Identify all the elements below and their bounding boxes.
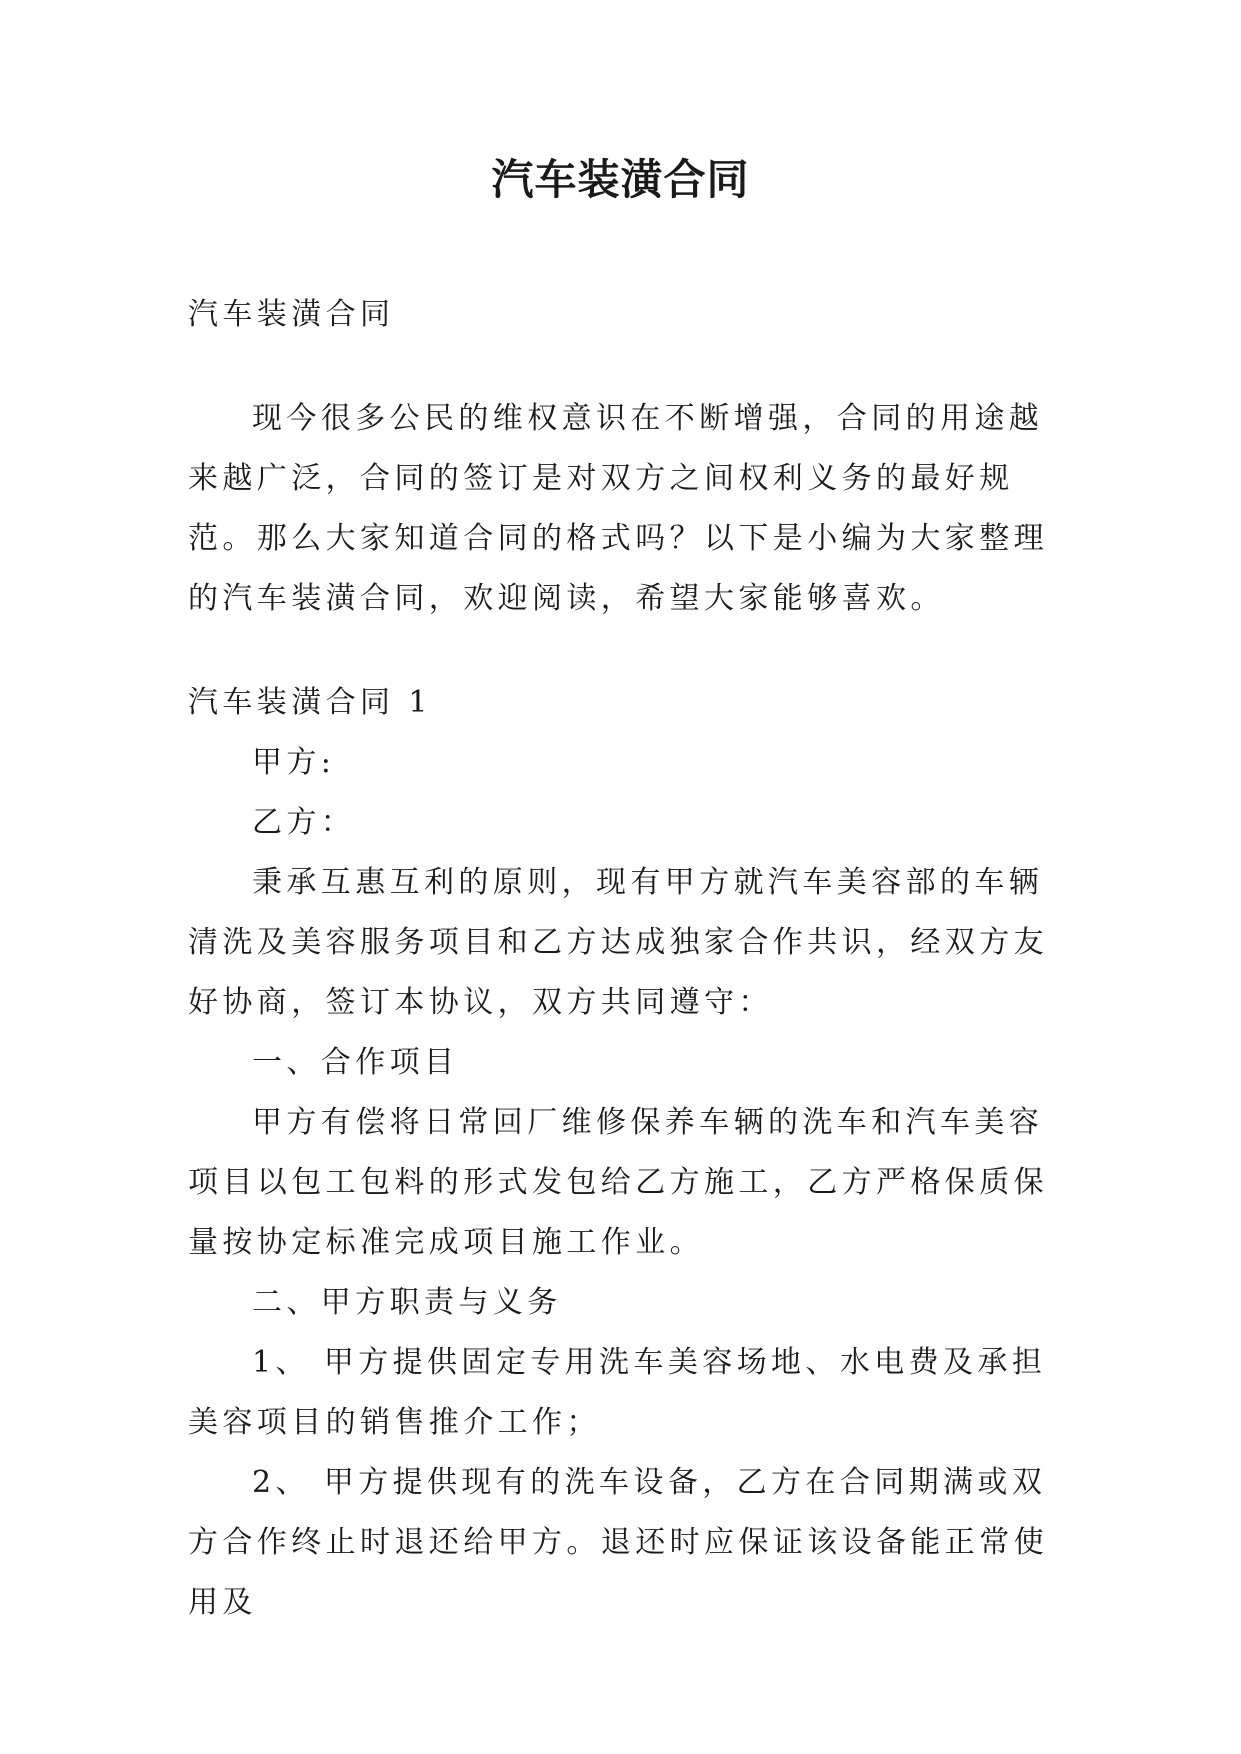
section-1-title: 一、合作项目 xyxy=(252,1045,459,1080)
document-body xyxy=(188,285,1054,1633)
document-title: 汽车装潢合同 xyxy=(491,155,750,204)
section-1-body: 甲方有偿将日常回厂维修保养车辆的洗车和汽车美容项目以包工包料的形式发包给乙方施工，乙方严格保质保量按协定标准完成项目施工作业。 xyxy=(188,1105,1048,1260)
preamble-paragraph: 秉承互惠互利的原则，现有甲方就汽车美容部的车辆清洗及美容服务项目和乙方达成独家合作共识，经双方友好协商，签订本协议，双方共同遵守： xyxy=(188,865,1048,1020)
document-subtitle: 汽车装潢合同 xyxy=(188,297,395,332)
contract-1-heading: 汽车装潢合同 1 xyxy=(188,685,432,720)
clause-2: 2、 甲方提供现有的洗车设备，乙方在合同期满或双方合作终止时退还给甲方。退还时应保证该设备能正常使用及 xyxy=(188,1465,1048,1620)
party-a-line: 甲方: xyxy=(252,745,336,780)
party-b-line: 乙方： xyxy=(252,805,356,840)
intro-paragraph: 现今很多公民的维权意识在不断增强，合同的用途越来越广泛，合同的签订是对双方之间权利义务的最好规范。那么大家知道合同的格式吗？以下是小编为大家整理的汽车装潢合同，欢迎阅读，希望大家能够喜欢。 xyxy=(188,401,1048,616)
section-2-title: 二、甲方职责与义务 xyxy=(252,1285,562,1320)
clause-1: 1、 甲方提供固定专用洗车美容场地、水电费及承担美容项目的销售推介工作； xyxy=(188,1345,1047,1440)
